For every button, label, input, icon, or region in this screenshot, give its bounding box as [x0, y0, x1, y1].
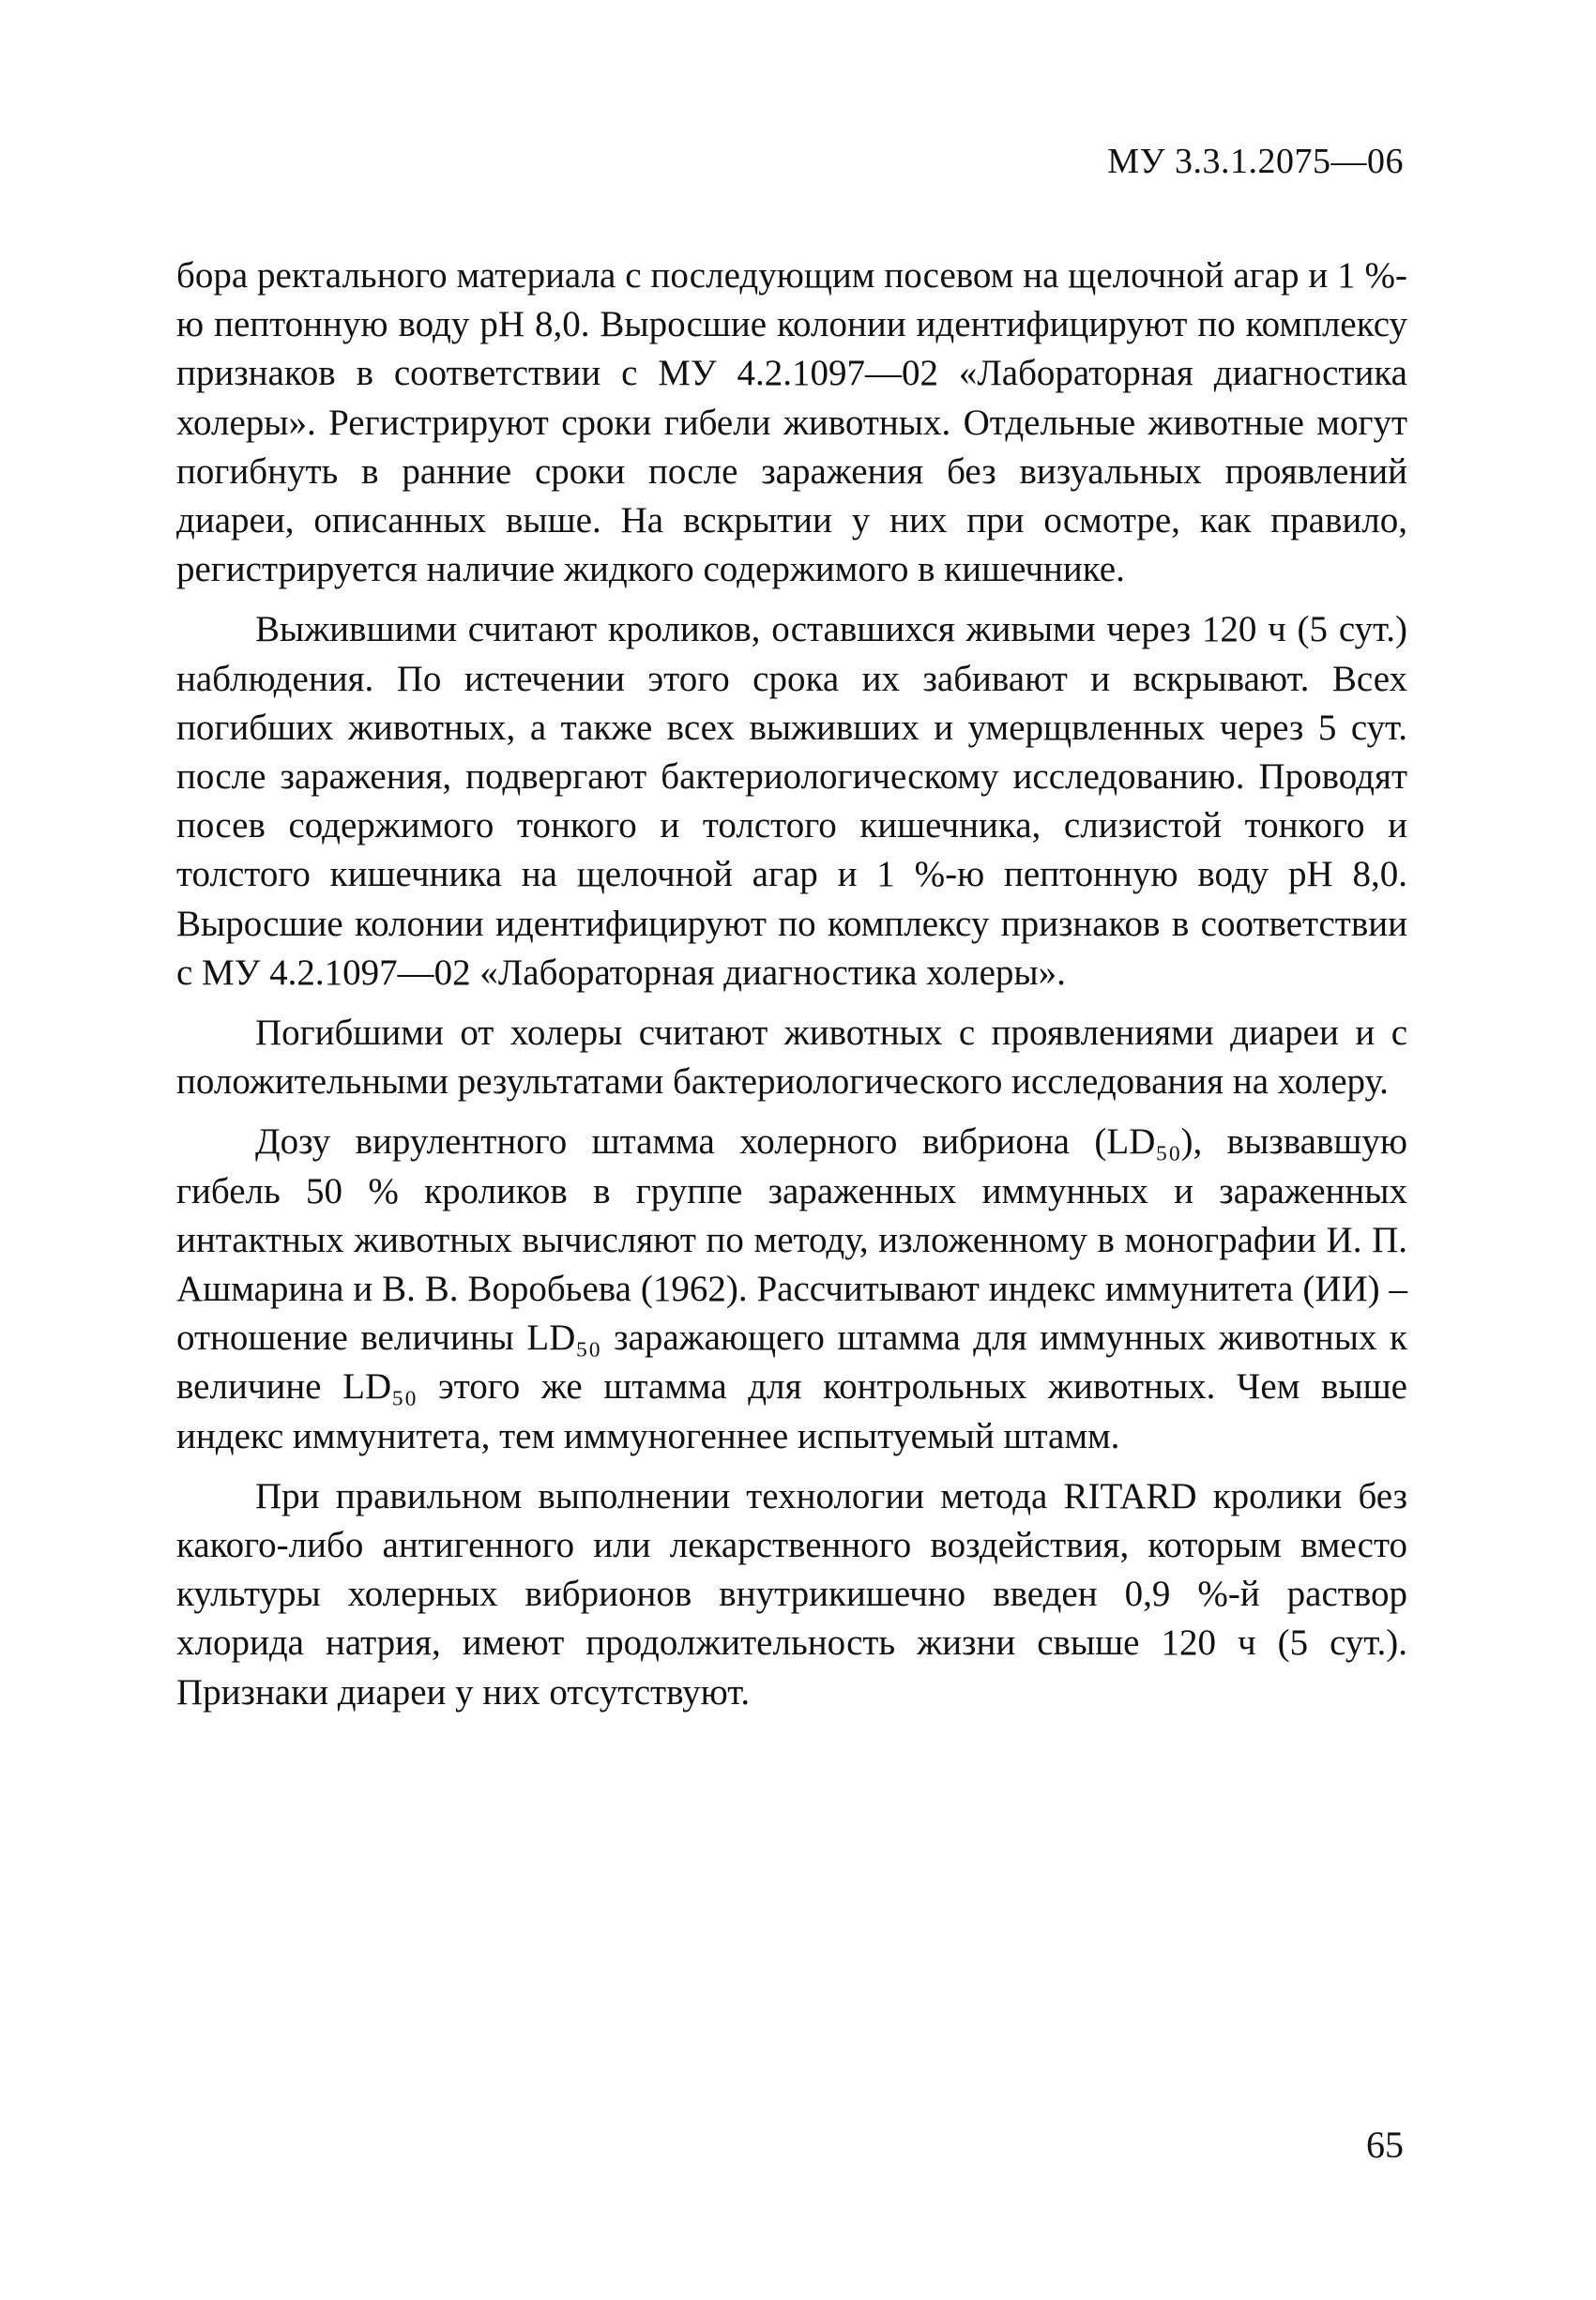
page-number: 65 — [1366, 2124, 1404, 2166]
paragraph-survivors: Выжившими считают кроликов, оставшихся живыми через 120 ч (5 сут.) наблюдения. По истечении этого срока их забивают и вскрывают. Всех погибших животных, а также всех выживших и умерщвленных через 5 сут. после заражения, подвергают бактериологическому исследованию. Проводят посев содержимого тонкого и толстого кишечника, слизистой тонкого и толстого кишечника на щелочной агар и 1 %-ю пептонную воду pH 8,0. Выросшие колонии идентифицируют по комплексу признаков в соответствии с МУ 4.2.1097—02 «Лабораторная диагностика холеры». — [176, 609, 1407, 993]
paragraph-continuation: бора ректального материала с последующим посевом на щелочной агар и 1 %-ю пептонную воду pH 8,0. Выросшие колонии идентифицируют по комплексу признаков в соответствии с МУ 4.2.1097—02 «Лабораторная диагностика холеры». Регистрируют сроки гибели животных. Отдельные животные могут погибнуть в ранние сроки после заражения без визуальных проявлений диареи, описанных выше. На вскрытии у них при осмотре, как правило, регистрируется наличие жидкого содержимого в кишечнике. — [176, 255, 1407, 590]
paragraph-ritard-method: При правильном выполнении технологии метода RITARD кролики без какого-либо антигенного или лекарственного воздействия, которым вместо культуры холерных вибрионов внутрикишечно введен 0,9 %-й раствор хлорида натрия, имеют продолжительность жизни свыше 120 ч (5 сут.). Признаки диареи у них отсутствуют. — [176, 1475, 1407, 1713]
paragraph-cholera-deaths: Погибшими от холеры считают животных с проявлениями диареи и с положительными результатами бактериологического исследования на холеру. — [176, 1013, 1407, 1103]
body-text — [176, 251, 1407, 1729]
document-code-header: МУ 3.3.1.2075—06 — [1107, 142, 1404, 181]
paragraph-ld50-dose: Дозу вирулентного штамма холерного вибриона (LD₅₀), вызвавшую гибель 50 % кроликов в группе зараженных иммунных и зараженных интактных животных вычисляют по методу, изложенному в монографии И. П. Ашмарина и В. В. Воробьева (1962). Рассчитывают индекс иммунитета (ИИ) – отношение величины LD₅₀ заражающего штамма для иммунных животных к величине LD₅₀ этого же штамма для контрольных животных. Чем выше индекс иммунитета, тем иммуногеннее испытуемый штамм. — [176, 1121, 1407, 1456]
